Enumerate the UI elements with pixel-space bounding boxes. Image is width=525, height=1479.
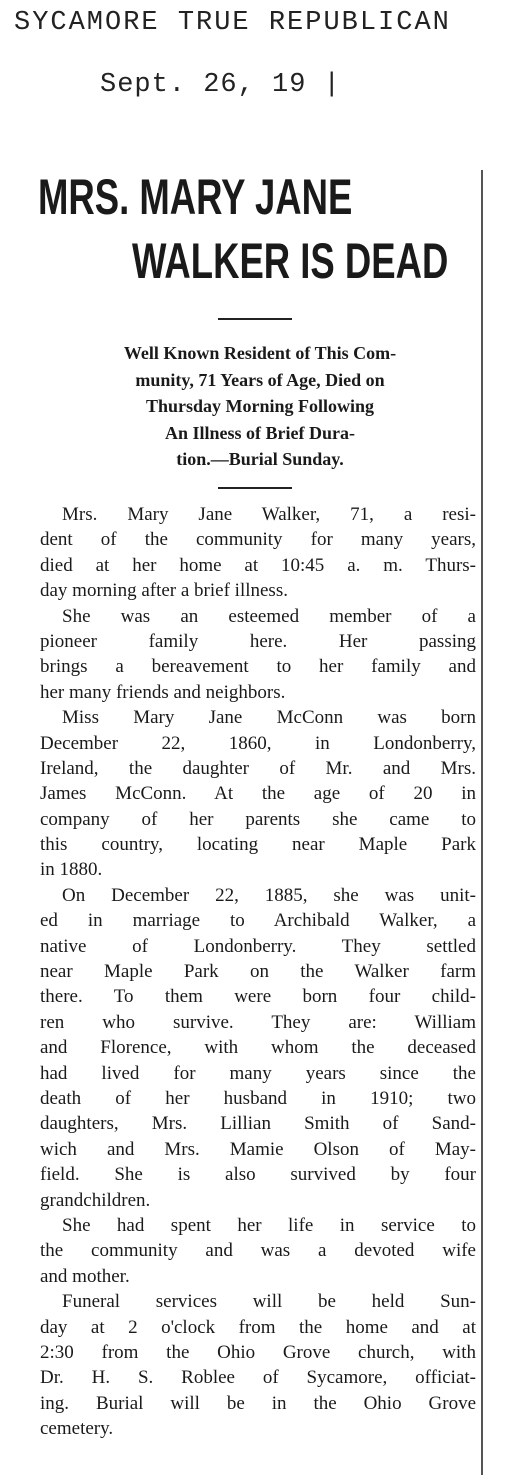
article-line: native of Londonberry. They settled	[40, 935, 476, 957]
article-line: ren who survive. They are: William	[40, 1011, 476, 1033]
article-line: daughters, Mrs. Lillian Smith of Sand-	[40, 1113, 476, 1135]
article-body	[40, 502, 476, 1441]
article-line: Mrs. Mary Jane Walker, 71, a resi-	[62, 504, 476, 525]
article-paragraph	[40, 1289, 476, 1441]
article-line: ed in marriage to Archibald Walker, a	[40, 910, 476, 932]
article-line: grandchildren.	[40, 1189, 151, 1211]
article-line: dent of the community for many years,	[40, 529, 476, 551]
deck-line: Thursday Morning Following	[145, 396, 375, 416]
article-line: Dr. H. S. Roblee of Sycamore, officiat-	[40, 1367, 476, 1389]
deck-line: Well Known Resident of This Com-	[123, 343, 397, 363]
article-line: Ireland, the daughter of Mr. and Mrs.	[40, 757, 476, 779]
article-line: James McConn. At the age of 20 in	[40, 783, 476, 805]
headline-divider	[218, 318, 292, 320]
article-line: day morning after a brief illness.	[40, 580, 288, 602]
article-line: the community and was a devoted wife	[40, 1240, 476, 1262]
article-line: her many friends and neighbors.	[40, 681, 286, 703]
article-line: there. To them were born four child-	[40, 986, 476, 1008]
headline-line-1: MRS. MARY JANE	[38, 169, 353, 225]
article-line: near Maple Park on the Walker farm	[40, 961, 476, 983]
column-rule	[481, 170, 483, 1475]
article-line: pioneer family here. Her passing	[40, 630, 476, 652]
article-line: and mother.	[40, 1265, 130, 1287]
article-line: had lived for many years since the	[40, 1062, 476, 1084]
article-line: wich and Mrs. Mamie Olson of May-	[40, 1138, 476, 1160]
article-line: 2:30 from the Ohio Grove church, with	[40, 1341, 476, 1363]
publication-stamp: SYCAMORE TRUE REPUBLICAN	[14, 8, 451, 38]
article-line: company of her parents she came to	[40, 808, 476, 830]
article-line: Miss Mary Jane McConn was born	[62, 707, 476, 729]
article-line: brings a bereavement to her family and	[40, 656, 476, 678]
article-line: death of her husband in 1910; two	[40, 1087, 476, 1109]
article-paragraph	[40, 1213, 476, 1289]
headline-line-2: WALKER IS DEAD	[132, 233, 449, 289]
date-stamp: Sept. 26, 19 |	[100, 70, 341, 100]
article-paragraph	[40, 604, 476, 706]
article-line: this country, locating near Maple Park	[40, 834, 476, 856]
article-line: day at 2 o'clock from the home and at	[40, 1316, 476, 1338]
article-line: ing. Burial will be in the Ohio Grove	[40, 1392, 476, 1414]
article-paragraph	[40, 502, 476, 604]
article-line: cemetery.	[40, 1418, 114, 1440]
article-line: Funeral services will be held Sun-	[62, 1291, 476, 1313]
article-line: She was an esteemed member of a	[62, 605, 476, 627]
deck-line: tion.—Burial Sunday.	[176, 449, 344, 469]
article-line: and Florence, with whom the deceased	[40, 1037, 476, 1059]
deck-line: An Illness of Brief Dura-	[165, 422, 355, 443]
article-line: died at her home at 10:45 a. m. Thurs-	[40, 554, 476, 576]
subheadline-deck	[40, 340, 480, 473]
deck-line: munity, 71 Years of Age, Died on	[135, 369, 385, 390]
deck-divider	[218, 487, 292, 489]
article-paragraph	[40, 705, 476, 883]
article-line: field. She is also survived by four	[40, 1164, 476, 1186]
article-paragraph	[40, 883, 476, 1213]
article-line: On December 22, 1885, she was unit-	[62, 884, 476, 906]
article-line: in 1880.	[40, 859, 103, 881]
article-line: December 22, 1860, in Londonberry,	[40, 732, 476, 754]
article-line: She had spent her life in service to	[62, 1214, 476, 1236]
